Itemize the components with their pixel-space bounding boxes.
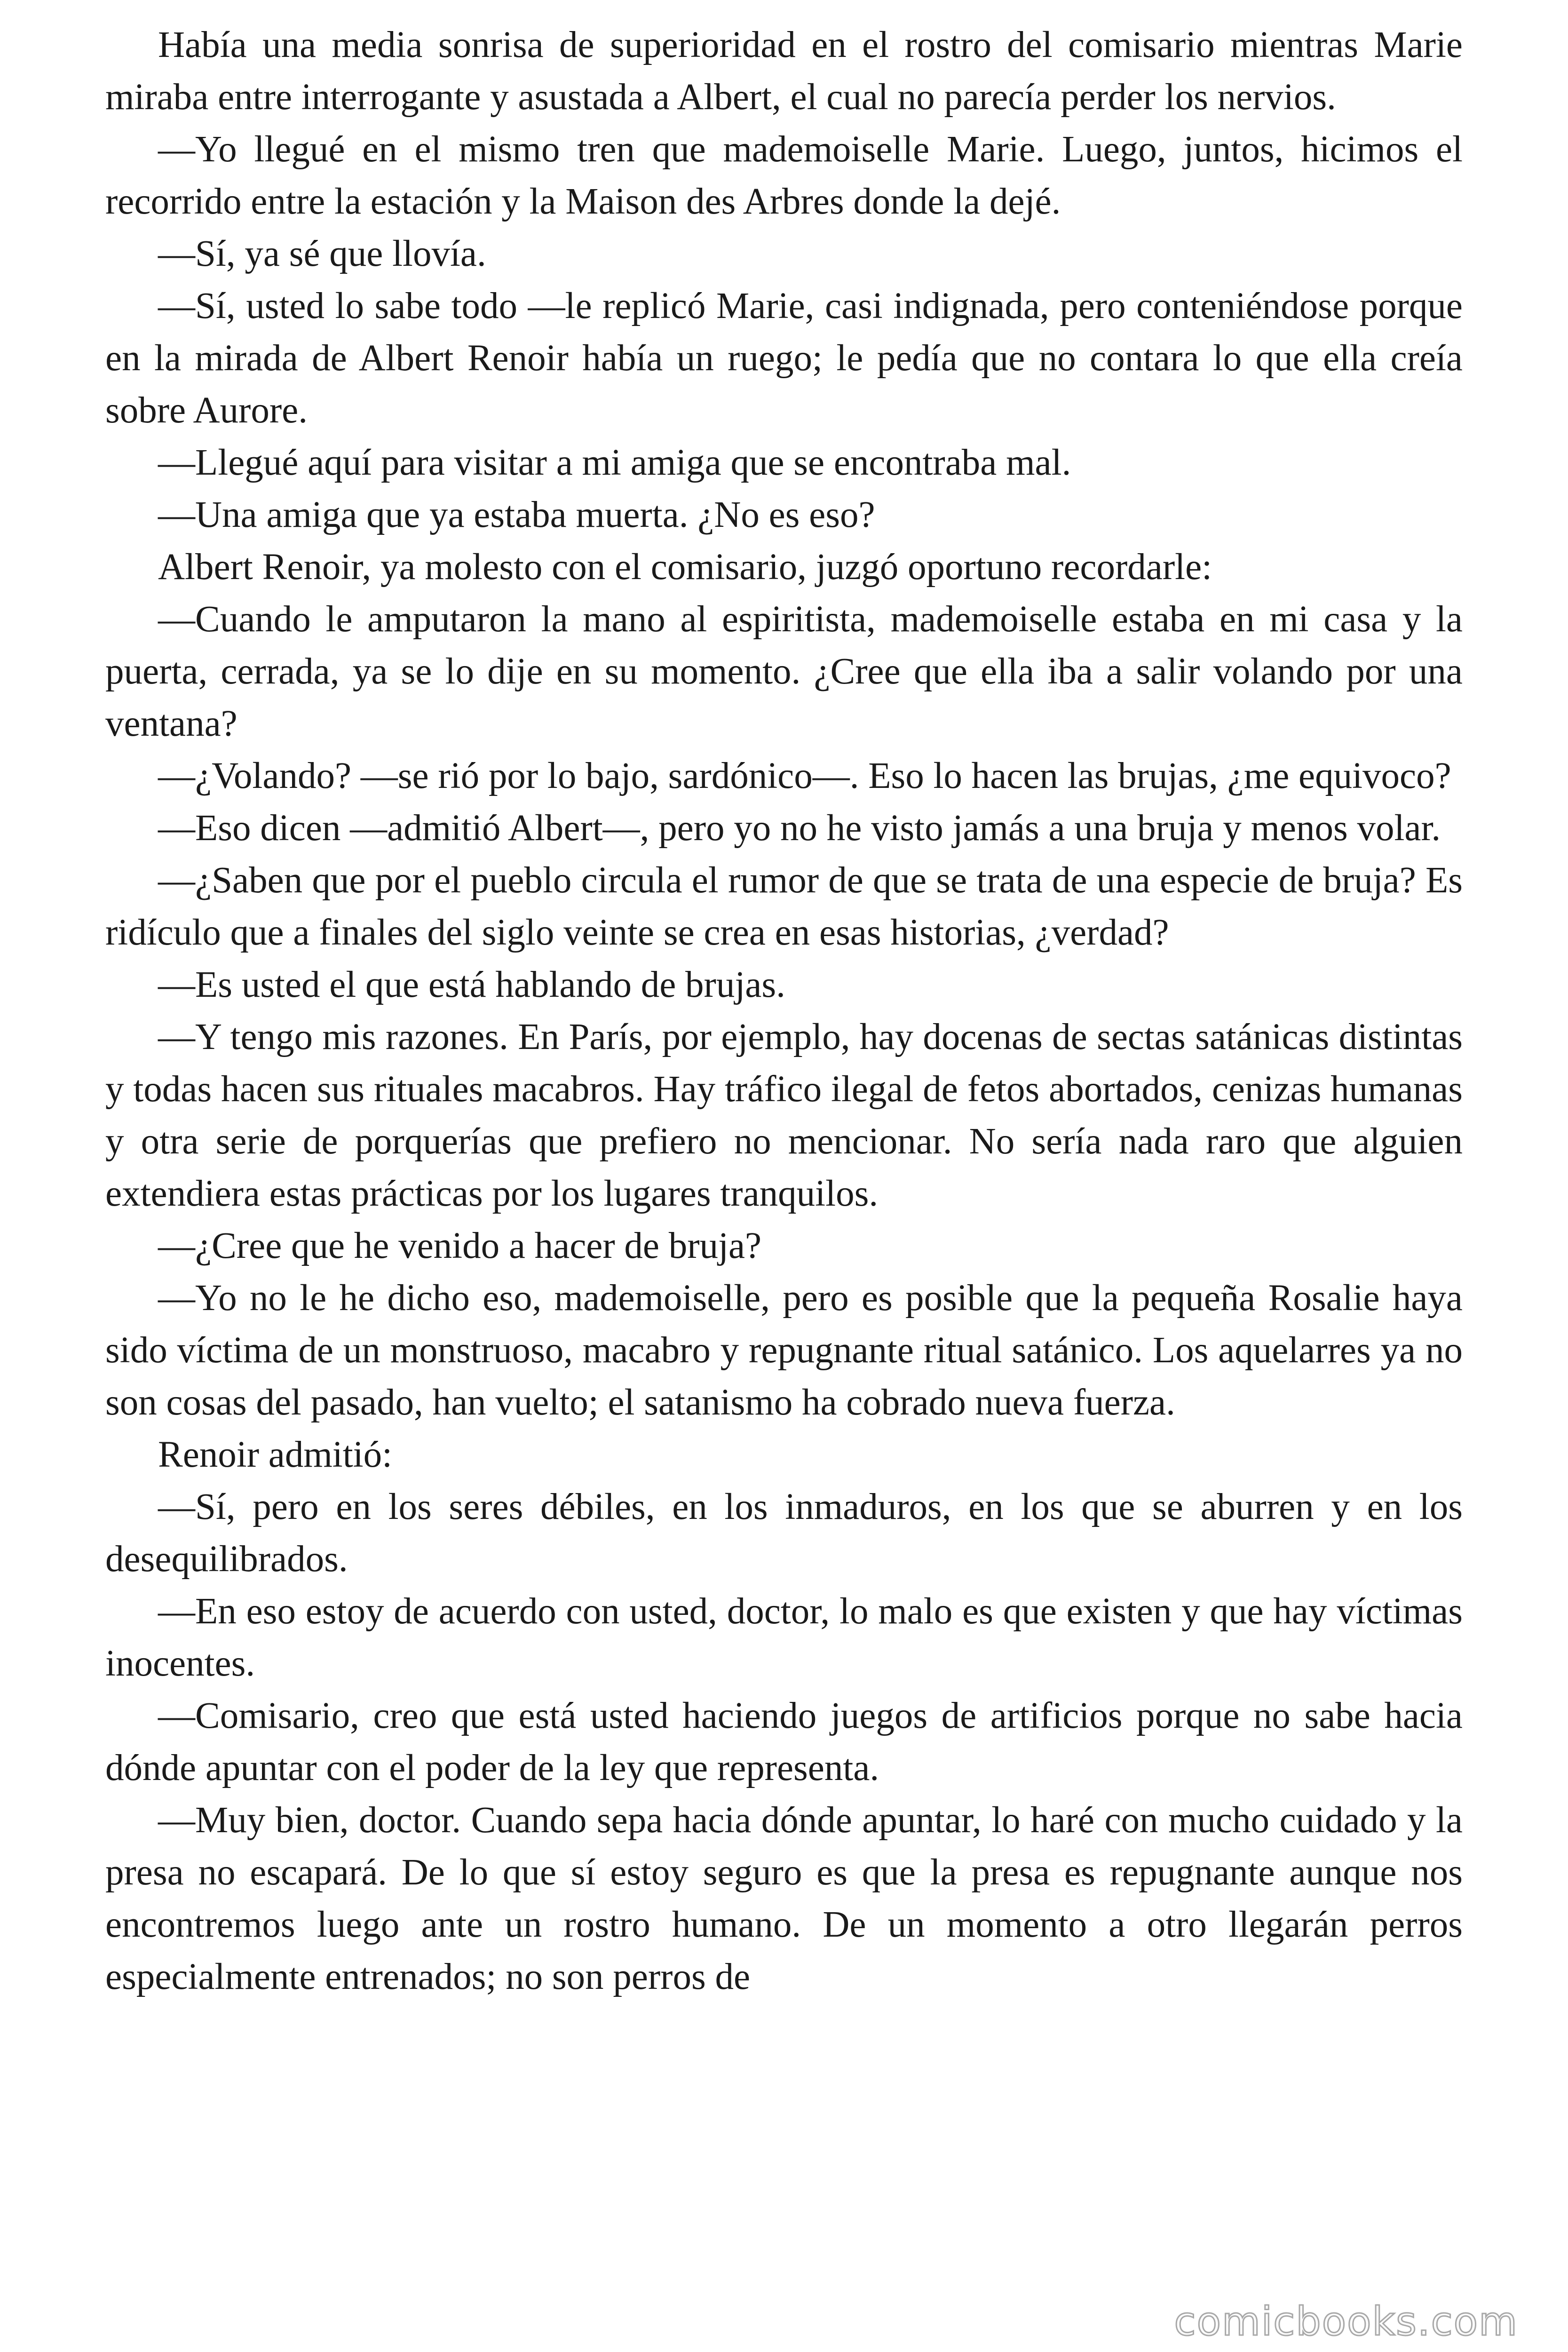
site-watermark: comicbooks.com	[1174, 2298, 1518, 2344]
paragraph: —Eso dicen —admitió Albert—, pero yo no he visto jamás a una bruja y menos volar.	[158, 808, 1441, 849]
paragraph: —Yo no le he dicho eso, mademoiselle, pero es posible que la pequeña Rosalie haya sido víctima de un monstruoso, macabro y repugnante ritual satánico. Los aquelarres ya no son cosas del pasado, han vuelto; el satanismo ha cobrado nueva fuerza.	[105, 1278, 1463, 1423]
paragraph: —Una amiga que ya estaba muerta. ¿No es eso?	[158, 494, 875, 535]
paragraph: Renoir admitió:	[158, 1434, 393, 1475]
paragraph: —En eso estoy de acuerdo con usted, doctor, lo malo es que existen y que hay víctimas inocentes.	[105, 1591, 1463, 1684]
paragraph: —¿Cree que he venido a hacer de bruja?	[158, 1225, 762, 1266]
paragraph: Había una media sonrisa de superioridad en el rostro del comisario mientras Marie miraba entre interrogante y asustada a Albert, el cual no parecía perder los nervios.	[105, 24, 1463, 118]
paragraph: —Es usted el que está hablando de brujas.	[158, 964, 785, 1005]
paragraph: —Cuando le amputaron la mano al espiritista, mademoiselle estaba en mi casa y la puerta, cerrada, ya se lo dije en su momento. ¿Cree que ella iba a salir volando por una ventana?	[105, 599, 1463, 744]
paragraph: —Llegué aquí para visitar a mi amiga que se encontraba mal.	[158, 442, 1071, 483]
paragraph: —Comisario, creo que está usted haciendo juegos de artificios porque no sabe hacia dónde apuntar con el poder de la ley que representa.	[105, 1695, 1463, 1788]
paragraph: Albert Renoir, ya molesto con el comisario, juzgó oportuno recordarle:	[158, 547, 1212, 588]
paragraph: —Yo llegué en el mismo tren que mademoiselle Marie. Luego, juntos, hicimos el recorrido entre la estación y la Maison des Arbres donde la dejé.	[105, 129, 1463, 222]
paragraph: —Sí, ya sé que llovía.	[158, 233, 486, 274]
paragraph: —¿Volando? —se rió por lo bajo, sardónico—. Eso lo hacen las brujas, ¿me equivoco?	[158, 755, 1451, 796]
paragraph: —Y tengo mis razones. En París, por ejemplo, hay docenas de sectas satánicas distintas y todas hacen sus rituales macabros. Hay tráfico ilegal de fetos abortados, cenizas humanas y otra serie de porquerías que prefiero no mencionar. No sería nada raro que alguien extendiera estas prácticas por los lugares tranquilos.	[105, 1017, 1463, 1214]
paragraph: —Sí, usted lo sabe todo —le replicó Marie, casi indignada, pero conteniéndose porque en la mirada de Albert Renoir había un ruego; le pedía que no contara lo que ella creía sobre Aurore.	[105, 286, 1463, 431]
paragraph: —Muy bien, doctor. Cuando sepa hacia dónde apuntar, lo haré con mucho cuidado y la presa no escapará. De lo que sí estoy seguro es que la presa es repugnante aunque nos encontremos luego ante un rostro humano. De un momento a otro llegarán perros especialmente entrenados; no son perros de	[105, 1800, 1463, 1997]
paragraph: —Sí, pero en los seres débiles, en los inmaduros, en los que se aburren y en los desequilibrados.	[105, 1486, 1463, 1580]
paragraph: —¿Saben que por el pueblo circula el rumor de que se trata de una especie de bruja? Es ridículo que a finales del siglo veinte se crea en esas historias, ¿verdad?	[105, 860, 1463, 953]
body-text	[105, 19, 1463, 2003]
